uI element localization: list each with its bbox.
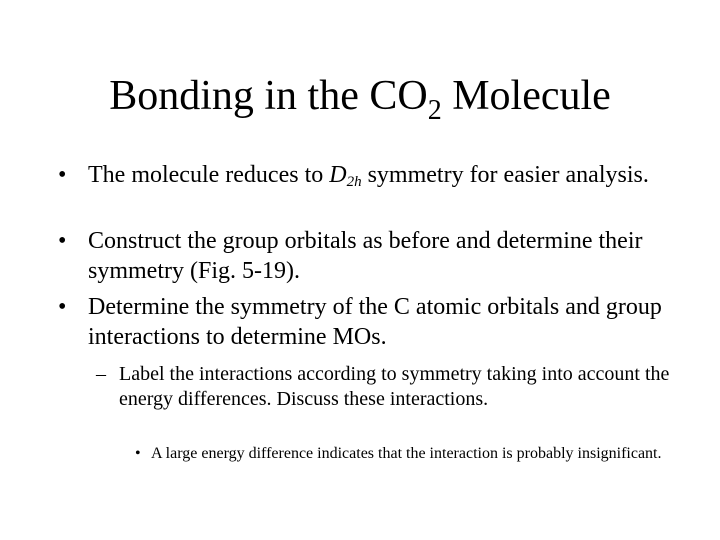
- bullet-text: Construct the group orbitals as before and determine their symmetry (Fig. 5-19).: [88, 228, 643, 284]
- bullet-marker: •: [58, 228, 67, 254]
- symmetry-subscript: 2h: [346, 174, 362, 190]
- sub-sub-bullet-text: A large energy difference indicates that the interaction is probably insignificant.: [151, 445, 662, 462]
- sub-bullet-item: [96, 362, 696, 412]
- slide-title-text: Bonding in the CO: [109, 73, 428, 119]
- sub-sub-bullet-item: [135, 443, 695, 464]
- bullet-item-3: [58, 292, 698, 352]
- bullet-text: [88, 160, 698, 190]
- bullet-marker: •: [135, 445, 141, 462]
- slide-title-subscript: 2: [427, 95, 442, 126]
- bullet-item-2: [58, 226, 698, 286]
- bullet-marker: •: [58, 294, 67, 320]
- slide-title-text-end: Molecule: [441, 73, 611, 119]
- slide-title: [0, 68, 720, 124]
- bullet-marker: •: [58, 162, 67, 188]
- bullet-text-end: symmetry for easier analysis.: [361, 162, 649, 188]
- symmetry-symbol: D: [329, 162, 347, 188]
- bullet-text-start: The molecule reduces to: [88, 162, 330, 188]
- bullet-text: Determine the symmetry of the C atomic orbitals and group interactions to determine MOs.: [88, 294, 662, 350]
- sub-bullet-text: Label the interactions according to symmetry taking into account the energy differences. Discuss these interactions.: [119, 363, 670, 410]
- dash-marker: –: [96, 363, 106, 385]
- bullet-item-1: [58, 160, 698, 190]
